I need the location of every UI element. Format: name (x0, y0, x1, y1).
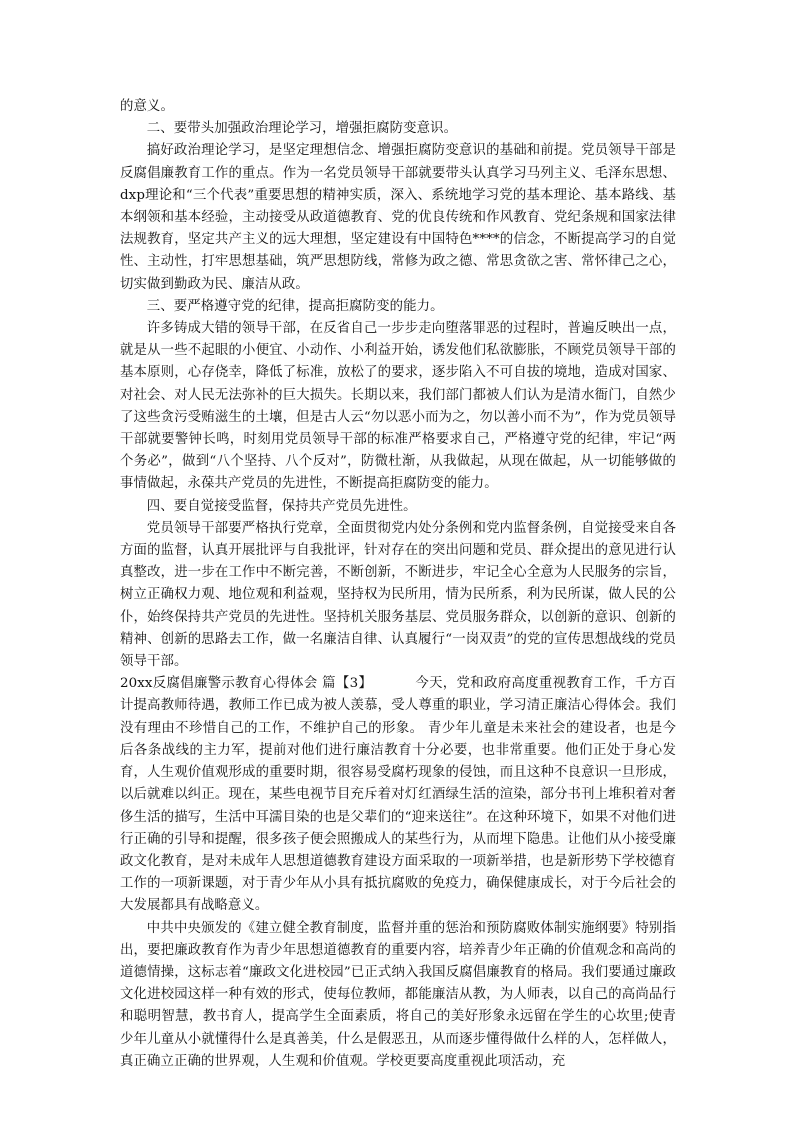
paragraph-supervision: 党员领导干部要严格执行党章，全面贯彻党内处分条例和党内监督条例，自觉接受来自各方面的监督，认真开展批评与自我批评，针对存在的突出问题和党员、群众提出的意见进行认真整改，进一步在工作中不断完善，不断创新，不断进步，牢记全心全意为人民服务的宗旨，树立正确权力观、地位观和利益观，坚持权为民所用，情为民所系，利为民所谋，做人民的公仆，始终保持共产党员的先进性。坚持机关服务基层、党员服务群众，以创新的意识、创新的精神、创新的思路去工作，做一名廉洁自律、认真履行“一岗双责”的党的宣传思想战线的党员领导干部。 (120, 520, 676, 670)
document-page (120, 96, 676, 1073)
section-heading-2: 二、要带头加强政治理论学习，增强拒腐防变意识。 (146, 121, 458, 137)
paragraph-party-discipline: 许多铸成大错的领导干部，在反省自己一步步走向堕落罪恶的过程时，普遍反映出一点，就是从一些不起眼的小便宜、小动作、小利益开始，诱发他们私欲膨胀，不顾党员领导干部的基本原则，心存侥幸，降低了标准，放松了的要求，逐步陷入不可自拔的境地，造成对国家、对社会、对人民无法弥补的巨大损失。长期以来，我们部门都被人们认为是清水衙门，自然少了这些贪污受贿滋生的土壤，但是古人云“勿以恶小而为之，勿以善小而不为”，作为党员领导干部就要警钟长鸣，时刻用党员领导干部的标准严格要求自己，严格遵守党的纪律，牢记“两个务必”，做到“八个坚持、八个反对”，防微杜渐，从我做起，从现在做起，从一切能够做的事情做起，永葆共产党员的先进性，不断提高拒腐防变的能力。 (120, 321, 676, 492)
section-heading-4: 四、要自觉接受监督，保持共产党员先进性。 (146, 498, 417, 514)
article-title: 20xx反腐倡廉警示教育心得体会 篇【3】 (120, 676, 373, 692)
article-section (120, 673, 676, 917)
article-body-intro: 今天，党和政府高度重视教育工作，千方百计提高教师待遇，教师工作已成为被人羡慕，受人尊重的职业，学习清正廉洁心得体会。我们没有理由不珍惜自己的工作，不维护自己的形象。 青少年儿童是未来社会的建设者，也是今后各条战线的主力军，提前对他们进行廉洁教育十分必要，也非常重要。他们正处于身心发育，人生观价值观形成的重要时期，很容易受腐朽现象的侵蚀，而且这种不良意识一旦形成，以后就难以纠正。现在，某些电视节目充斥着对灯红酒绿生活的渲染，部分书刊上堆积着对奢侈生活的描写，生活中耳濡目染的也是父辈们的“迎来送往”。在这种环境下，如果不对他们进行正确的引导和提醒，很多孩子便会照搬成人的某些行为，从而埋下隐患。让他们从小接受廉政文化教育，是对未成年人思想道德教育建设方面采取的一项新举措，也是新形势下学校德育工作的一项新课题，对于青少年从小具有抵抗腐败的免疫力，确保健康成长，对于今后社会的大发展都具有战略意义。 (120, 676, 676, 914)
paragraph-political-study: 搞好政治理论学习，是坚定理想信念、增强拒腐防变意识的基础和前提。党员领导干部是反腐倡廉教育工作的重点。作为一名党员领导干部就要带头认真学习马列主义、毛泽东思想、dxp理论和“三个代表”重要思想的精神实质，深入、系统地学习党的基本理论、基本路线、基本纲领和基本经验，主动接受从政道德教育、党的优良传统和作风教育、党纪条规和国家法律法规教育，坚定共产主义的远大理想，坚定建设有中国特色****的信念，不断提高学习的自觉性、主动性，打牢思想基础，筑严思想防线，常修为政之德、常思贪欲之害、常怀律己之心，切实做到勤政为民、廉洁从政。 (120, 143, 676, 292)
section-heading-3: 三、要严格遵守党的纪律，提高拒腐防变的能力。 (146, 298, 444, 314)
paragraph-continuation: 的意义。 (120, 99, 174, 114)
paragraph-education-program: 中共中央颁发的《建立健全教育制度，监督并重的惩治和预防腐败体制实施纲要》特别指出，要把廉政教育作为青少年思想道德教育的重要内容，培养青少年正确的价值观念和高尚的道德情操，这标志着“廉政文化进校园”已正式纳入我国反腐倡廉教育的格局。我们要通过廉政文化进校园这样一种有效的形式，使每位教师，都能廉洁从教，为人师表，以自己的高尚品行和聪明智慧，教书育人，提高学生全面素质，将自己的美好形象永远留在学生的心坎里;使青少年儿童从小就懂得什么是真善美，什么是假恶丑，从而逐步懂得做什么样的人，怎样做人，真正确立正确的世界观，人生观和价值观。学校更要高度重视此项活动，充 (120, 920, 676, 1069)
